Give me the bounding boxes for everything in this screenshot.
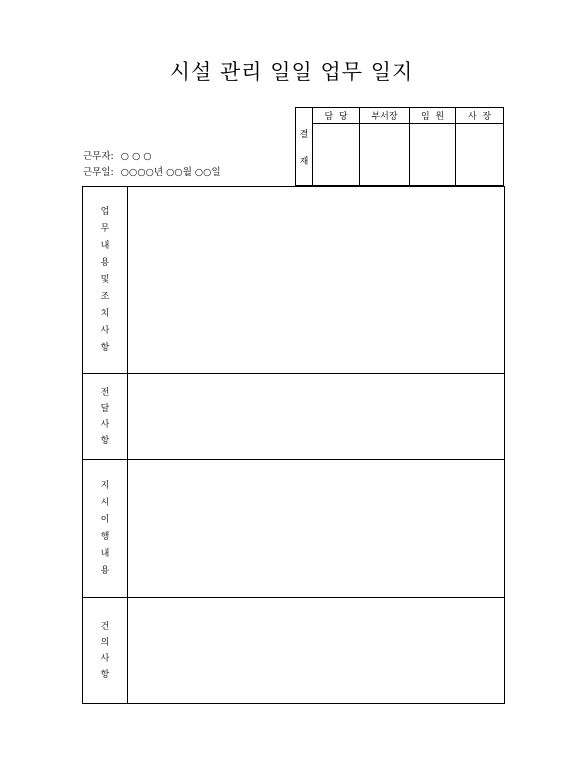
label-char: 내 xyxy=(100,549,110,559)
section-row xyxy=(83,460,505,598)
approval-sign-manager[interactable] xyxy=(313,124,360,186)
section-label-instruction xyxy=(83,460,128,598)
approval-sign-dept-head[interactable] xyxy=(360,124,410,186)
label-char: 항 xyxy=(100,669,110,680)
approval-side-cell xyxy=(296,108,313,186)
label-char: 치 xyxy=(100,309,110,319)
label-char: 사 xyxy=(100,653,110,664)
label-char: 사 xyxy=(100,419,110,430)
worker-label: 근무자: xyxy=(83,151,114,162)
approval-header-dept-head: 부서장 xyxy=(360,108,410,124)
worker-line xyxy=(83,148,152,162)
approval-header-manager: 담 당 xyxy=(313,108,360,124)
section-content-suggestion[interactable] xyxy=(128,598,505,704)
section-label-suggestion xyxy=(83,598,128,704)
approval-side-char: 재 xyxy=(299,156,309,167)
label-char: 항 xyxy=(100,343,110,353)
section-row xyxy=(83,187,505,374)
label-char: 건 xyxy=(100,621,110,632)
journal-table xyxy=(82,186,505,704)
label-char: 업 xyxy=(100,207,110,217)
section-label-handover xyxy=(83,374,128,460)
section-row xyxy=(83,374,505,460)
label-char: 내 xyxy=(100,241,110,251)
approval-sign-executive[interactable] xyxy=(410,124,456,186)
label-char: 및 xyxy=(100,275,110,285)
worker-value: ○ ○ ○ xyxy=(120,151,152,162)
page-title: 시설 관리 일일 업무 일지 xyxy=(169,60,414,84)
approval-side-char: 결 xyxy=(299,129,309,140)
label-char: 시 xyxy=(100,498,110,508)
work-date-line xyxy=(83,164,221,178)
approval-header-president: 사 장 xyxy=(456,108,504,124)
label-char: 항 xyxy=(100,435,110,446)
label-char: 조 xyxy=(100,292,110,302)
section-content-instruction[interactable] xyxy=(128,460,505,598)
label-char: 행 xyxy=(100,532,110,542)
label-char: 용 xyxy=(100,258,110,268)
section-content-work[interactable] xyxy=(128,187,505,374)
approval-table xyxy=(295,107,504,186)
label-char: 사 xyxy=(100,326,110,336)
work-date-value: ○○○○년 ○○월 ○○일 xyxy=(120,167,221,178)
section-row xyxy=(83,598,505,704)
work-date-label: 근무일: xyxy=(83,167,114,178)
approval-sign-president[interactable] xyxy=(456,124,504,186)
label-char: 무 xyxy=(100,224,110,234)
label-char: 전 xyxy=(100,387,110,398)
label-char: 의 xyxy=(100,637,110,648)
approval-header-executive: 임 원 xyxy=(410,108,456,124)
section-label-work-content xyxy=(83,187,128,374)
label-char: 지 xyxy=(100,481,110,491)
label-char: 달 xyxy=(100,403,110,414)
label-char: 용 xyxy=(100,566,110,576)
label-char: 이 xyxy=(100,515,110,525)
section-content-handover[interactable] xyxy=(128,374,505,460)
